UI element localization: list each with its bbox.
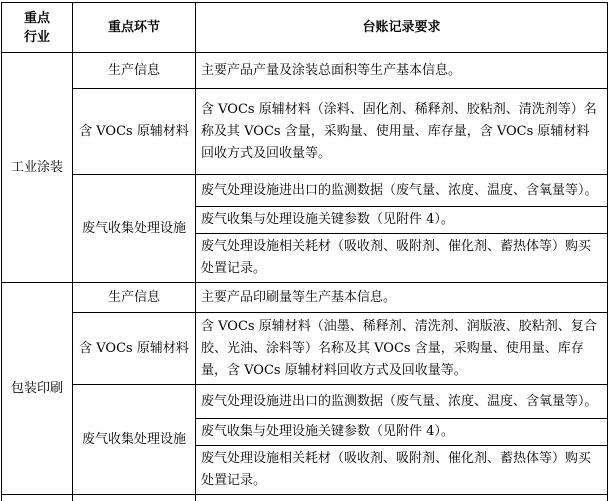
header-ledger-requirement: 台账记录要求: [196, 3, 608, 53]
table-row: [2, 175, 608, 207]
requirement-cell: [196, 234, 608, 283]
link-cell: 含 VOCs 原辅材料: [73, 313, 196, 385]
table-header-row: [2, 3, 608, 53]
header-key-link: 重点环节: [73, 3, 196, 53]
requirement-text: 废气处理设施进出口的监测数据（废气量、浓度、温度、含氧量等）。: [201, 391, 602, 413]
table-row: [2, 89, 608, 175]
link-cell: 废气收集处理设施: [73, 175, 196, 283]
requirement-cell: [196, 385, 608, 419]
requirement-text: 废气处理设施进出口的监测数据（废气量、浓度、温度、含氧量等）。: [201, 180, 602, 202]
link-cell: 废气收集处理设施: [73, 385, 196, 495]
requirement-text: 主要产品产量及涂装总面积等生产基本信息。: [201, 60, 602, 82]
industry-cell-printing: 包装印刷: [2, 283, 73, 495]
cut-cell: [73, 495, 196, 501]
requirement-cell: [196, 207, 608, 234]
table-row: [2, 283, 608, 313]
requirement-text: 含 VOCs 原辅材料（涂料、固化剂、稀释剂、胶粘剂、清洗剂等）名称及其 VOCs 含量，采购量、使用量、库存量，含 VOCs 原辅材料回收方式及回收量等。: [201, 99, 602, 165]
requirement-cell: [196, 53, 608, 89]
requirement-cell: [196, 175, 608, 207]
table-row: [2, 53, 608, 89]
requirement-cell: [196, 89, 608, 175]
table-row: [2, 313, 608, 385]
table-row: [2, 385, 608, 419]
ledger-requirements-table: [1, 2, 608, 501]
link-cell: 生产信息: [73, 53, 196, 89]
header-industry: 重点 行业: [2, 3, 73, 53]
requirement-text: 含 VOCs 原辅材料（油墨、稀释剂、清洗剂、润版液、胶粘剂、复合胶、光油、涂料等）名称及其 VOCs 含量，采购量、使用量、库存量，含 VOCs 原辅材料回收方式及回收量等。: [201, 316, 602, 382]
requirement-cell: [196, 446, 608, 495]
requirement-text: 废气收集与处理设施关键参数（见附件 4）。: [201, 209, 602, 231]
cut-cell: [2, 495, 73, 501]
cut-cell: [196, 495, 608, 501]
requirement-cell: [196, 313, 608, 385]
requirement-cell: [196, 283, 608, 313]
industry-cell-coating: 工业涂装: [2, 53, 73, 283]
link-cell: 含 VOCs 原辅材料: [73, 89, 196, 175]
requirement-text: 废气收集与处理设施关键参数（见附件 4）。: [201, 421, 602, 443]
requirement-text: 废气处理设施相关耗材（吸收剂、吸附剂、催化剂、蓄热体等）购买处置记录。: [201, 448, 602, 492]
table-row-cut-off: [2, 495, 608, 501]
link-cell: 生产信息: [73, 283, 196, 313]
requirement-cell: [196, 419, 608, 446]
requirement-text: 主要产品印刷量等生产基本信息。: [201, 287, 602, 309]
requirement-text: 废气处理设施相关耗材（吸收剂、吸附剂、催化剂、蓄热体等）购买处置记录。: [201, 236, 602, 280]
